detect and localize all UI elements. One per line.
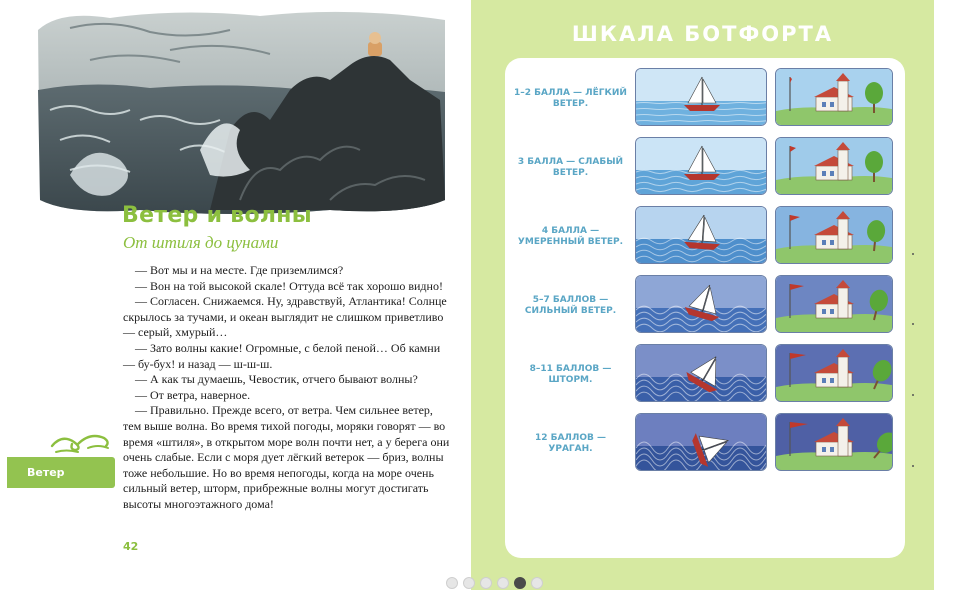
sea-boat-illustration (635, 413, 767, 471)
house-flag-illustration (775, 344, 893, 402)
house-flag-illustration (775, 137, 893, 195)
house-flag-illustration (775, 275, 893, 333)
sea-boat-illustration (635, 68, 767, 126)
paragraph: — Вот мы и на месте. Где приземлимся? (135, 263, 344, 277)
marker-dot (912, 323, 914, 325)
paragraph: — Правильно. Прежде всего, от ветра. Чем сильнее ветер, тем выше волна. Во время тихой погоды, моряки говорят — во время «штиля», в открытом море волн почти нет, а у берега они очень слабые. Если с моря дует лёгкий ветерок — бриз, волны тоже небольшие. Но во время непогоды, когда на море очень сильный ветер, шторм, прибрежные волны могут достигать высоты многоэтажного дома! (123, 403, 450, 511)
pager-dot[interactable] (531, 577, 543, 589)
page-number: 42 (123, 540, 139, 553)
paragraph: — От ветра, наверное. (135, 387, 251, 402)
paragraph: — Согласен. Снижаемся. Ну, здравствуй, Атлантика! Солнце скрылось за тучами, и океан выглядит не слишком приветливо — серый, хмурый… (123, 294, 447, 340)
beaufort-scale-panel (505, 58, 905, 558)
house-flag-illustration (775, 68, 893, 126)
left-page (0, 0, 471, 590)
pager-dot[interactable] (480, 577, 492, 589)
right-page (471, 0, 934, 590)
scale-level-label: 12 БАЛЛОВ — УРАГАН. (534, 433, 607, 454)
scale-level-label: 1–2 БАЛЛА — ЛЁГКИЙ ВЕТЕР. (514, 88, 627, 109)
section-tab[interactable]: Ветер (7, 457, 115, 488)
pager-dot[interactable] (463, 577, 475, 589)
page-indicator (446, 577, 543, 589)
paragraph: — Вон на той высокой скале! Оттуда всё так хорошо видно! (135, 278, 443, 293)
pager-dot[interactable] (514, 577, 526, 589)
pager-dot[interactable] (446, 577, 458, 589)
paragraph: — А как ты думаешь, Чевостик, отчего бывают волны? (135, 372, 418, 387)
marker-dot (912, 465, 914, 467)
storm-sea-illustration (30, 10, 450, 215)
sea-boat-illustration (635, 344, 767, 402)
scale-level-label: 4 БАЛЛА — УМЕРЕННЫЙ ВЕТЕР. (517, 226, 624, 247)
page-gutter (934, 0, 961, 600)
house-flag-illustration (775, 413, 893, 471)
marker-dot (912, 394, 914, 396)
chapter-title: Ветер и волны (122, 203, 312, 228)
scale-title: ШКАЛА БОТФОРТА (571, 22, 834, 46)
pager-dot[interactable] (497, 577, 509, 589)
marker-dot (912, 253, 914, 255)
wind-swirl-icon (48, 428, 114, 454)
paragraph: — Зато волны какие! Огромные, с белой пеной… Об камни — бу-бух! и назад — ш-ш-ш. (123, 340, 441, 371)
sea-boat-illustration (635, 206, 767, 264)
sea-boat-illustration (635, 137, 767, 195)
scale-level-label: 5–7 БАЛЛОВ — СИЛЬНЫЙ ВЕТЕР. (524, 295, 617, 316)
dialogue-text (123, 263, 453, 513)
scale-level-label: 8–11 БАЛЛОВ — ШТОРМ. (529, 364, 612, 385)
sea-boat-illustration (635, 275, 767, 333)
scale-level-label: 3 БАЛЛА — СЛАБЫЙ ВЕТЕР. (517, 157, 624, 178)
house-flag-illustration (775, 206, 893, 264)
chapter-subtitle: От штиля до цунами (123, 233, 279, 252)
